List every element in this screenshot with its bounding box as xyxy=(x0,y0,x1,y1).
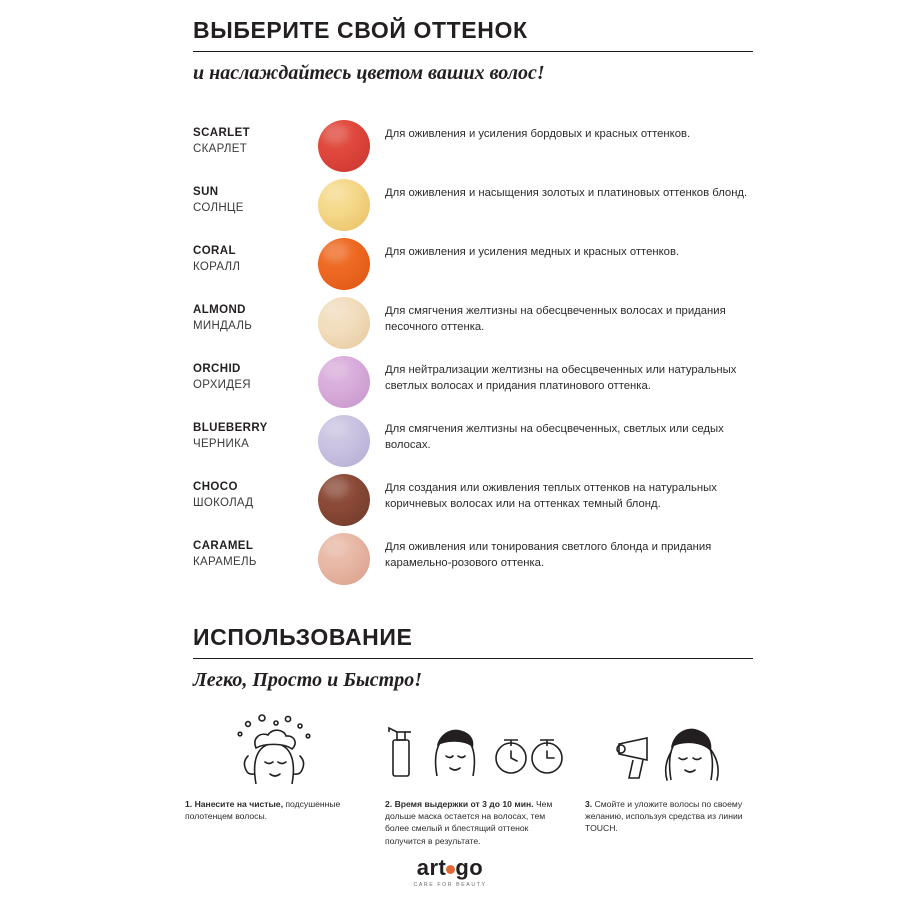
usage-step-1-number: 1. xyxy=(185,799,193,809)
usage-title-divider xyxy=(193,658,753,659)
timer-application-icon xyxy=(385,710,565,792)
shade-name-ru: СОЛНЦЕ xyxy=(193,201,244,214)
shade-name-en: CHOCO xyxy=(193,481,238,493)
usage-step-3-number: 3. xyxy=(585,799,593,809)
shade-name-ru: СКАРЛЕТ xyxy=(193,142,248,155)
brand-logo xyxy=(0,855,900,888)
usage-step-2-number: 2. xyxy=(385,799,393,809)
shades-list xyxy=(193,120,753,592)
swatch-cell xyxy=(303,179,385,231)
shade-description: Для смягчения желтизны на обесцвеченных, светлых или седых волосах. xyxy=(385,423,724,452)
usage-step-2-text xyxy=(385,798,565,847)
shade-name-en: BLUEBERRY xyxy=(193,422,268,434)
color-swatch-orchid xyxy=(318,356,370,408)
shade-name-ru: ЧЕРНИКА xyxy=(193,437,250,450)
color-swatch-almond xyxy=(318,297,370,349)
shade-names xyxy=(193,356,303,393)
shade-description: Для смягчения желтизны на обесцвеченных волосах и придания песочного оттенка. xyxy=(385,305,726,334)
shade-description: Для оживления и усиления бордовых и красных оттенков. xyxy=(385,128,691,140)
shades-section-header xyxy=(193,18,753,85)
shade-name-ru: КАРАМЕЛЬ xyxy=(193,555,257,568)
swatch-cell xyxy=(303,120,385,172)
color-swatch-coral xyxy=(318,238,370,290)
shade-row xyxy=(193,356,753,414)
shade-description: Для оживления и усиления медных и красных оттенков. xyxy=(385,246,680,258)
shade-row xyxy=(193,415,753,473)
shades-title-divider xyxy=(193,51,753,52)
shade-description: Для оживления и насыщения золотых и платиновых оттенков блонд. xyxy=(385,187,748,199)
brand-logo-wordmark xyxy=(417,855,484,881)
brand-dot-icon xyxy=(446,865,455,874)
shade-name-en: ORCHID xyxy=(193,363,241,375)
usage-title: ИСПОЛЬЗОВАНИЕ xyxy=(193,624,413,650)
swatch-cell xyxy=(303,415,385,467)
shade-description: Для создания или оживления теплых оттенков на натуральных коричневых волосах или на оттенках темный блонд. xyxy=(385,482,717,511)
usage-step-2 xyxy=(385,710,565,847)
hair-washing-icon xyxy=(185,710,365,792)
color-swatch-caramel xyxy=(318,533,370,585)
shade-name-en: SCARLET xyxy=(193,127,251,139)
shade-name-ru: ШОКОЛАД xyxy=(193,496,254,509)
usage-step-1-rest: подсушенные полотенцем волосы. xyxy=(185,799,341,822)
usage-subtitle: Легко, Просто и Быстро! xyxy=(193,669,423,692)
shade-row xyxy=(193,179,753,237)
usage-section-header xyxy=(193,625,753,692)
shade-names xyxy=(193,415,303,452)
brand-name-part1: art xyxy=(416,855,447,880)
shade-names xyxy=(193,238,303,275)
shade-row xyxy=(193,533,753,591)
shade-names xyxy=(193,533,303,570)
color-swatch-sun xyxy=(318,179,370,231)
shade-name-en: SUN xyxy=(193,186,219,198)
usage-step-3-rest: Смойте и уложите волосы по своему желанию, используя средства из линии TOUCH. xyxy=(585,799,743,834)
shade-name-ru: МИНДАЛЬ xyxy=(193,319,253,332)
shade-name-en: CORAL xyxy=(193,245,236,257)
color-swatch-choco xyxy=(318,474,370,526)
shade-row xyxy=(193,297,753,355)
brand-tagline: CARE FOR BEAUTY xyxy=(413,882,487,888)
swatch-cell xyxy=(303,297,385,349)
hair-dryer-icon xyxy=(585,710,765,792)
color-swatch-scarlet xyxy=(318,120,370,172)
shade-description: Для оживления или тонирования светлого блонда и придания карамельно-розового оттенка. xyxy=(385,541,712,570)
usage-steps xyxy=(185,710,765,847)
swatch-cell xyxy=(303,356,385,408)
swatch-cell xyxy=(303,474,385,526)
usage-step-2-rest: Чем дольше маска остается на волосах, тем более смелый и блестящий оттенок получится в результате. xyxy=(385,799,553,846)
shade-row xyxy=(193,474,753,532)
shade-names xyxy=(193,179,303,216)
shade-description: Для нейтрализации желтизны на обесцвеченных или натуральных светлых волосах и придания платинового оттенка. xyxy=(385,364,737,393)
usage-step-1 xyxy=(185,710,365,847)
usage-step-1-lead: Нанесите на чистые, xyxy=(194,799,283,809)
shade-row xyxy=(193,238,753,296)
swatch-cell xyxy=(303,533,385,585)
usage-step-3 xyxy=(585,710,765,847)
color-swatch-blueberry xyxy=(318,415,370,467)
usage-step-3-text xyxy=(585,798,765,835)
shade-name-en: ALMOND xyxy=(193,304,246,316)
shade-name-ru: ОРХИДЕЯ xyxy=(193,378,251,391)
shade-row xyxy=(193,120,753,178)
shade-names xyxy=(193,120,303,157)
swatch-cell xyxy=(303,238,385,290)
shades-title: ВЫБЕРИТЕ СВОЙ ОТТЕНОК xyxy=(193,17,528,43)
shades-subtitle: и наслаждайтесь цветом ваших волос! xyxy=(193,62,545,85)
brand-name-part2: go xyxy=(455,855,484,880)
shade-name-ru: КОРАЛЛ xyxy=(193,260,241,273)
shade-names xyxy=(193,297,303,334)
shade-names xyxy=(193,474,303,511)
usage-step-1-text xyxy=(185,798,365,822)
usage-step-2-lead: Время выдержки от 3 до 10 мин. xyxy=(394,799,534,809)
shade-name-en: CARAMEL xyxy=(193,540,254,552)
